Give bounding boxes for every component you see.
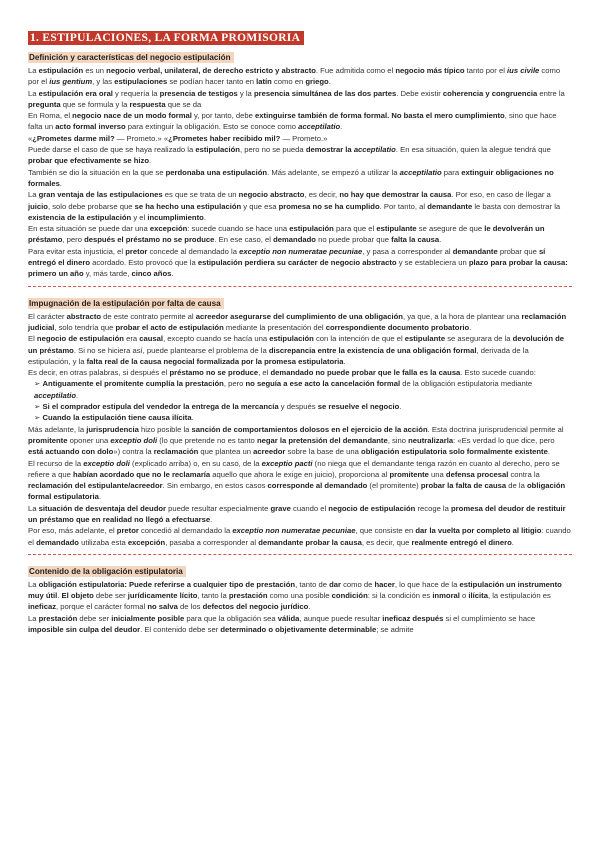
text-run: grave	[270, 503, 291, 513]
text-run: y, más tarde,	[83, 269, 132, 279]
text-run: falta real de la causa negocial formalizada por la promesa estipulatoria	[86, 356, 344, 366]
text-run: acto formal inverso	[55, 122, 126, 132]
section-heading: Impugnación de la estipulación por falta de causa	[28, 298, 224, 309]
text-run: extinguirse también de forma formal. No basta el mero cumplimiento	[255, 111, 505, 121]
text-run: La	[28, 613, 39, 623]
text-run: realmente entregó el dinero	[411, 537, 512, 547]
text-run: estipulación	[38, 66, 84, 75]
text-run: era	[123, 334, 140, 344]
text-run: , lo que hace de la	[394, 579, 460, 589]
document-title: 1. ESTIPULACIONES, LA FORMA PROMISORIA	[28, 31, 304, 45]
text-run: . Debe existir	[396, 88, 443, 98]
text-run: plazo para probar la causa: primero un año	[28, 258, 568, 279]
text-run: se resuelve el negocio	[317, 402, 400, 412]
text-run: correspondiente documento probatorio	[325, 322, 470, 332]
text-run: sanción de comportamientos dolosos en el ejercicio de la acción	[191, 424, 428, 434]
text-run: prestación	[38, 613, 78, 623]
text-run: concede al demandado la	[147, 246, 240, 256]
text-run: de este contrato permite al	[101, 311, 196, 321]
section-heading: Definición y características del negocio estipulación	[28, 52, 234, 63]
text-run: pretor	[125, 246, 148, 256]
text-run: como por el	[28, 66, 561, 87]
paragraph	[28, 65, 572, 88]
text-run: tanto por el	[464, 66, 508, 75]
text-run: Por eso, más adelante, el	[28, 526, 117, 536]
text-run: .	[399, 402, 402, 412]
text-run: acceptilatio	[353, 145, 396, 155]
text-run: El	[28, 334, 37, 344]
text-run: oponer una	[67, 435, 111, 445]
text-run: .	[191, 413, 194, 423]
text-run: exceptio doli	[83, 458, 130, 468]
text-run: .	[343, 356, 346, 366]
text-run: .	[149, 156, 152, 166]
text-run: gran ventaja de las estipulaciones	[38, 190, 163, 200]
text-run: También se dio la situación en la que se	[28, 167, 166, 177]
text-run: y el	[131, 212, 148, 222]
text-run: , pero	[62, 235, 85, 245]
text-run: probar que efectivamente se hizo	[28, 156, 150, 166]
text-run: .	[57, 591, 62, 601]
bullet-item	[34, 401, 572, 412]
text-run: , pero no se pueda	[239, 145, 306, 155]
text-run: En esta situación se puede dar una	[28, 224, 150, 234]
text-run: (explicado arriba) o, en su caso, de la	[129, 458, 262, 468]
text-run: que se formula y la	[60, 99, 130, 109]
text-run: . Más adelante, se empezó a utilizar la	[267, 167, 400, 177]
text-run: negocio nace de un modo formal	[72, 111, 192, 121]
section-body	[28, 311, 572, 379]
text-run: dar	[329, 579, 341, 589]
text-run: falta la causa	[391, 235, 440, 245]
text-run: excepción	[149, 224, 188, 234]
text-run: , que consiste en	[355, 526, 416, 536]
text-run: ius gentium	[49, 77, 93, 87]
text-run: pretor	[116, 526, 139, 536]
text-run: de la obligación estipulatoria mediante	[400, 379, 533, 389]
text-run: jurisprudencia	[86, 424, 139, 434]
text-run: determinado o objetivamente determinable	[220, 625, 377, 635]
paragraph	[28, 311, 572, 334]
text-run: una	[428, 469, 446, 479]
text-run: demandado no puede probar que le falla es la causa	[270, 368, 461, 378]
text-run: , pasaba a corresponder al	[165, 537, 259, 547]
text-run: exceptio non numeratae pecuniae	[232, 526, 356, 536]
paragraph	[28, 110, 572, 133]
text-run: exceptio doli	[110, 435, 158, 445]
text-run: .	[171, 269, 174, 279]
text-run: , sino que hace falta un	[28, 111, 557, 132]
text-run: : «Es verdad lo que dice, pero	[453, 435, 555, 445]
text-run: extinguir obligaciones no formales	[28, 167, 554, 188]
text-run: : sucede cuando se hace una	[187, 224, 290, 234]
text-run: El carácter	[28, 311, 67, 321]
text-run: .	[308, 602, 311, 612]
text-run: presencia de testigos	[159, 88, 238, 98]
text-run: , solo debe probarse que	[47, 201, 135, 211]
text-run: no hay que demostrar la causa	[339, 190, 452, 200]
text-run: situación de desventaja del deudor	[38, 503, 167, 513]
text-run: se asegurara de la	[445, 334, 513, 344]
text-run: se asegure de que	[416, 224, 485, 234]
text-run: promesa no se ha cumplido	[278, 201, 380, 211]
paragraph	[28, 88, 572, 111]
section-divider	[28, 286, 572, 287]
text-run: .	[439, 235, 442, 245]
text-run: condición	[331, 591, 368, 601]
text-run: jurídicamente lícito	[127, 591, 198, 601]
text-run: corresponde al demandado	[267, 481, 368, 491]
paragraph	[28, 613, 572, 636]
text-run: — Prometo.» «	[114, 133, 169, 143]
paragraph	[28, 579, 572, 613]
text-run: , la estipulación es	[487, 591, 551, 601]
section-divider	[28, 554, 572, 555]
text-run: para que el	[333, 224, 377, 234]
text-run: obligación formal estipulatoria	[28, 481, 566, 502]
text-run: .	[511, 537, 514, 547]
bullet-item	[34, 378, 572, 401]
text-run: inicialmente posible	[111, 613, 185, 623]
text-run: estipulación	[289, 224, 334, 234]
text-run: inmoral	[432, 591, 460, 601]
text-run: ¿Prometes darme mil?	[32, 133, 115, 143]
text-run: demandante	[427, 201, 473, 211]
text-run: estipulante	[376, 224, 417, 234]
text-run: . Esta doctrina jurisprudencial permite al	[427, 424, 564, 434]
text-run: reclamación	[153, 447, 199, 457]
text-run: está actuando con dolo	[28, 447, 114, 457]
text-run: sobre la base de una	[285, 447, 362, 457]
text-run: Cuando la estipulación tiene causa ilícita	[42, 413, 192, 423]
text-run: acceptilatio	[34, 390, 77, 400]
text-run: . En esa situación, quien la alegue tendrá que	[395, 145, 551, 155]
text-run: como una posible	[267, 591, 332, 601]
text-run: . El contenido debe ser	[140, 625, 221, 635]
text-run: que plantea un	[198, 447, 254, 457]
text-run: En Roma, el	[28, 111, 73, 121]
section-contenido	[28, 561, 572, 635]
section-definicion	[28, 47, 572, 280]
text-run: negar la pretensión del demandante	[256, 435, 388, 445]
paragraph	[28, 525, 572, 548]
text-run: , ya que, a la hora de plantear una	[402, 311, 522, 321]
text-run: , es decir, que	[361, 537, 412, 547]
text-run: .	[340, 122, 343, 132]
text-run: de la	[506, 481, 528, 491]
section-body-continued	[28, 424, 572, 548]
text-run: no puede probar que	[315, 235, 392, 245]
text-run: , y pasa a corresponder al	[362, 246, 453, 256]
paragraph	[28, 223, 572, 246]
text-run: obligación estipulatoria: Puede referirse a cualquier tipo de prestación	[38, 579, 296, 589]
text-run: Puede darse el caso de que se haya realizado la	[28, 145, 196, 155]
text-run: probar el acto de estipulación	[115, 322, 224, 332]
text-run: Es decir, en otras palabras, si después el	[28, 368, 170, 378]
text-run: para	[441, 167, 462, 177]
section-impugnacion	[28, 293, 572, 548]
text-run: demandado	[273, 235, 316, 245]
text-run: . Fue admitida como el	[315, 66, 396, 75]
section-body	[28, 579, 572, 635]
text-run: , el	[258, 368, 271, 378]
text-run: presencia simultánea de las dos partes	[253, 88, 397, 98]
text-run: La	[28, 88, 39, 98]
text-run: ius civile	[507, 66, 540, 75]
text-run: . Esto sucede cuando:	[460, 368, 536, 378]
text-run: válida	[277, 613, 300, 623]
text-run: reclamación del estipulante/acreedor	[28, 481, 163, 491]
text-run: estipulación un instrumento muy útil	[28, 579, 562, 601]
text-run: promitente	[28, 435, 68, 445]
text-run: contra la	[508, 469, 540, 479]
text-run: negocio de estipulación	[36, 334, 124, 344]
text-run: dar la vuelta por completo al litigio	[415, 526, 542, 536]
text-run: reclamación judicial	[28, 311, 567, 332]
text-run: Para evitar esta injusticia, el	[28, 246, 126, 256]
text-run: se ha hecho una estipulación	[134, 201, 242, 211]
text-run: es que se trata de un	[162, 190, 239, 200]
text-run: respuesta	[129, 99, 166, 109]
text-run: , tanto de	[295, 579, 330, 589]
text-run: .	[203, 212, 206, 222]
text-run: y requería la	[112, 88, 160, 98]
paragraph	[28, 367, 572, 378]
text-run: , pero	[223, 379, 246, 389]
text-run: .	[328, 77, 331, 87]
section-body	[28, 65, 572, 280]
bullet-item	[34, 412, 572, 423]
text-run: estipulante	[404, 334, 446, 344]
text-run: existencia de la estipulación	[28, 212, 132, 222]
text-run: (el promitente)	[367, 481, 421, 491]
text-run: excepción	[127, 537, 166, 547]
text-run: neutralizarla	[408, 435, 454, 445]
text-run: aquello que ahora le exige en juicio), proporciona al	[210, 469, 390, 479]
paragraph	[28, 189, 572, 223]
text-run: ; se admite	[376, 625, 414, 635]
text-run: promesa del deudor de restituir un préstamo que en realidad no llegó a efectuarse	[28, 503, 566, 524]
text-run: exceptio non numeratae pecuniae	[239, 246, 363, 256]
text-run: préstamo no se produce	[169, 368, 259, 378]
text-run: Antiguamente el promitente cumplía la prestación	[42, 379, 224, 389]
text-run: negocio verbal, unilateral, de derecho estricto y abstracto	[106, 66, 316, 75]
text-run: ➢	[34, 379, 43, 389]
text-run: si el cumplimiento se hace	[443, 613, 536, 623]
text-run: cinco años	[131, 269, 172, 279]
text-run: causal	[139, 334, 164, 344]
text-run: latín	[256, 77, 272, 87]
text-run: mediante la presentación del	[223, 322, 326, 332]
text-run: que se da	[165, 99, 202, 109]
text-run: .	[76, 390, 79, 400]
text-run: defectos del negocio jurídico	[202, 602, 309, 612]
text-run: (no niega que el demandante tenga razón en cuanto al derecho, pero se refiere a que	[28, 458, 560, 479]
paragraph	[28, 246, 572, 280]
text-run: es un	[83, 66, 107, 75]
text-run: demostrar la	[305, 145, 354, 155]
text-run: , es decir,	[304, 190, 340, 200]
text-run: acceptilatio	[298, 122, 341, 132]
section-heading: Contenido de la obligación estipulatoria	[28, 566, 186, 577]
text-run: griego	[305, 77, 329, 87]
bullet-list	[28, 378, 572, 423]
text-run: discrepancia entre la existencia de una obligación formal	[268, 345, 477, 355]
text-run: hizo posible la	[138, 424, 192, 434]
text-run: .	[98, 492, 102, 502]
text-run: promitente	[389, 469, 429, 479]
text-run: y la	[237, 88, 254, 98]
text-run: demandado	[36, 537, 79, 547]
text-run: con la intención de que el	[313, 334, 405, 344]
text-run: estipulación	[195, 145, 240, 155]
paragraph	[28, 144, 572, 167]
text-run: probar la falta de causa	[420, 481, 507, 491]
text-run: : si la condición es	[367, 591, 433, 601]
text-run: (lo que pretende no es tanto	[157, 435, 257, 445]
text-run: : cuando el	[28, 526, 571, 547]
text-run: cuando el	[290, 503, 329, 513]
text-run: ineficaz	[28, 602, 57, 612]
text-run: debe ser	[77, 613, 112, 623]
paragraph	[28, 503, 572, 526]
paragraph	[28, 167, 572, 190]
text-run: le basta con demostrar la	[472, 201, 561, 211]
text-run: recoge la	[415, 503, 452, 513]
text-run: coherencia y congruencia	[442, 88, 538, 98]
text-run: de los	[177, 602, 203, 612]
text-run: , excepto cuando se hacía una	[163, 334, 270, 344]
text-run: exceptio pacti	[261, 458, 313, 468]
text-run: se podían hacer tanto en	[167, 77, 257, 87]
text-run: acceptilatio	[399, 167, 442, 177]
text-run: hacer	[374, 579, 395, 589]
text-run: . Sin embargo, en estos casos	[162, 481, 268, 491]
text-run: y que esa	[241, 201, 279, 211]
text-run: estipulación perdiera su carácter de negocio abstracto	[197, 258, 397, 268]
text-run: Más adelante, la	[28, 424, 87, 434]
text-run: imposible sin culpa del deudor	[28, 625, 141, 635]
text-run: y después	[278, 402, 318, 412]
text-run: estipulación era oral	[38, 88, 113, 98]
text-run: demandante probar la causa	[258, 537, 362, 547]
text-run: , porque el carácter formal	[56, 602, 148, 612]
text-run: ¿Prometes haber recibido mil?	[168, 133, 281, 143]
text-run: , sino	[387, 435, 409, 445]
paragraph	[28, 333, 572, 367]
text-run: después el préstamo no se produce	[84, 235, 215, 245]
paragraph	[28, 133, 572, 144]
text-run: defensa procesal	[445, 469, 509, 479]
text-run: La	[28, 503, 39, 513]
text-run: , aunque puede resultar	[299, 613, 383, 623]
text-run: incumplimiento	[147, 212, 204, 222]
paragraph	[28, 424, 572, 458]
text-run: , tanto la	[197, 591, 229, 601]
text-run: abstracto	[66, 311, 102, 321]
text-run: estipulación	[269, 334, 314, 344]
text-run: entre la	[537, 88, 565, 98]
text-run: .	[59, 178, 62, 188]
text-run: negocio de estipulación	[328, 503, 416, 513]
text-run: , derivada de la estipulación, y la	[28, 345, 529, 366]
text-run: juicio	[28, 201, 48, 211]
text-run: sí entregó el dinero	[28, 246, 546, 268]
text-run: le devolverán un préstamo	[28, 224, 545, 245]
text-run: acreedor asegurarse del cumplimiento de una obligación	[195, 311, 403, 321]
text-run: como en	[271, 77, 306, 87]
text-run: .	[547, 447, 550, 457]
text-run: negocio más típico	[395, 66, 465, 75]
text-run: como de	[340, 579, 375, 589]
text-run: . Por eso, en caso de llegar a	[451, 190, 551, 200]
text-run: perdonaba una estipulación	[165, 167, 268, 177]
text-run: ilícita	[468, 591, 488, 601]
text-run: La	[28, 190, 39, 200]
text-run: y se estableciera un	[396, 258, 469, 268]
text-run: utilizaba esta	[78, 537, 128, 547]
text-run: negocio abstracto	[238, 190, 305, 200]
text-run: . Por tanto, al	[379, 201, 428, 211]
text-run: .	[469, 322, 472, 332]
text-run: puede resultar especialmente	[166, 503, 271, 513]
text-run: y, por tanto, debe	[191, 111, 256, 121]
paragraph	[28, 458, 572, 503]
text-run: devolución de un préstamo	[28, 334, 565, 355]
text-run: demandante	[452, 246, 498, 256]
text-run: o	[459, 591, 469, 601]
text-run: ➢	[34, 402, 43, 412]
text-run: pregunta	[28, 99, 61, 109]
text-run: La	[28, 66, 39, 75]
text-run: ineficaz después	[382, 613, 444, 623]
text-run: El recurso de la	[28, 458, 84, 468]
text-run: ») contra la	[113, 447, 154, 457]
text-run: ➢	[34, 413, 43, 423]
text-run: . En ese caso, el	[214, 235, 274, 245]
text-run: no salva	[147, 602, 178, 612]
text-run: debe ser	[93, 591, 128, 601]
text-run: probar que	[497, 246, 539, 256]
text-run: acordado. Esto provocó que la	[89, 258, 198, 268]
document-page	[28, 28, 572, 635]
text-run: estipulaciones	[114, 77, 168, 87]
text-run: — Prometo.»	[280, 133, 328, 143]
text-run: . Si no se hiciera así, puede plantearse el problema de la	[73, 345, 269, 355]
text-run: para extinguir la obligación. Esto se conoce como	[125, 122, 299, 132]
text-run: concedió al demandado la	[138, 526, 233, 536]
text-run: obligación estipulatoria solo formalmente existente	[361, 447, 548, 457]
text-run: habían acordado que no le reclamaría	[73, 469, 211, 479]
text-run: prestación	[228, 591, 268, 601]
text-run: , y las	[92, 77, 115, 87]
text-run: , solo tendría que	[54, 322, 116, 332]
text-run: no seguía a ese acto la cancelación formal	[245, 379, 401, 389]
text-run: Si el comprador estipula del vendedor la entrega de la mercancía	[42, 402, 279, 412]
text-run: El objeto	[61, 591, 94, 601]
text-run: acreedor	[253, 447, 286, 457]
text-run: «	[28, 133, 33, 143]
text-run: para que la obligación sea	[184, 613, 278, 623]
text-run: La	[28, 579, 39, 589]
text-run: .	[210, 514, 213, 524]
